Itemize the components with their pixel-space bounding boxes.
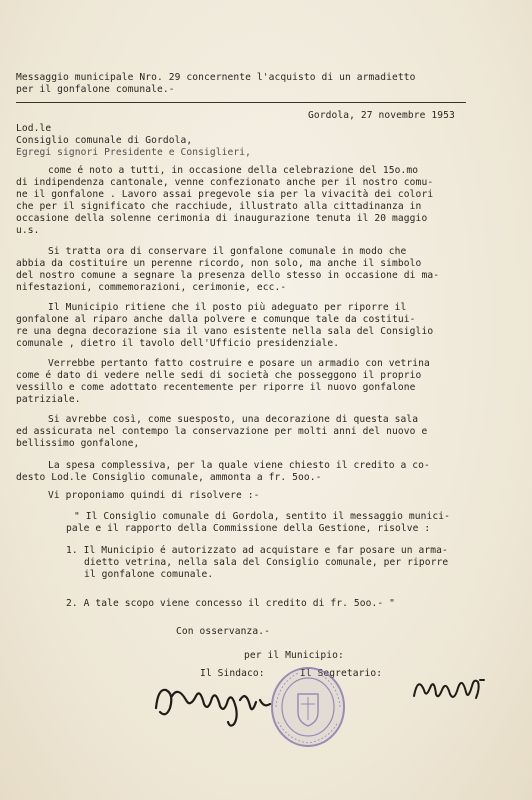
salutation-line-2: Consiglio comunale di Gordola, <box>16 135 193 146</box>
paragraph-line: nifestazioni, commemorazioni, cerimonie, ecc.- <box>16 282 287 293</box>
closing-regards: Con osservanza.- <box>176 626 271 637</box>
resolution-intro: pale e il rapporto della Commissione della Gestione, risolve : <box>66 523 431 534</box>
paragraph-line: re una degna decorazione sia il vano esistente nella sala del Consiglio <box>16 326 434 337</box>
paragraph-line: La spesa complessiva, per la quale viene chiesto il credito a co- <box>48 460 430 471</box>
salutation-line-1: Lod.le <box>16 123 52 134</box>
paragraph-line: di indipendenza cantonale, venne confezionato anche per il nostro comu- <box>16 177 434 188</box>
paragraph-line: vessillo e come adottato recentemente per riporre il nuovo gonfalone <box>16 382 416 393</box>
paragraph-line: come é noto a tutti, in occasione della celebrazione del 15o.mo <box>48 165 419 176</box>
paragraph-line: gonfalone al riparo anche dalla polvere e comunque tale da costitui- <box>16 314 416 325</box>
document-title-line-1: Messaggio municipale Nro. 29 concernente l'acquisto di un armadietto <box>16 72 416 83</box>
document-title-line-2: per il gonfalone comunale.- <box>16 84 175 95</box>
paragraph-line: Si avrebbe così, come suesposto, una decorazione di questa sala <box>48 414 419 425</box>
paragraph-line: ne il gonfalone . Lavoro assai pregevole sia per la vivacità dei colori <box>16 189 434 200</box>
paragraph-line: Vi proponiamo quindi di risolvere :- <box>48 490 260 501</box>
paragraph-line: Si tratta ora di conservare il gonfalone comunale in modo che <box>48 246 407 257</box>
signature-secretary <box>410 668 490 708</box>
paragraph-line: occasione della solenne cerimonia di inaugurazione tenuta il 20 maggio <box>16 213 428 224</box>
salutation-line-3: Egregi signori Presidente e Consiglieri, <box>16 147 252 158</box>
title-divider <box>16 102 466 103</box>
paragraph-line: abbia da costituire un perenne ricordo, non solo, ma anche il simbolo <box>16 258 422 269</box>
paragraph-line: patriziale. <box>16 394 81 405</box>
paragraph-line: che per il significato che racchiude, illustrato alla cittadinanza in <box>16 201 422 212</box>
resolution-item-1: 1. Il Municipio é autorizzato ad acquistare e far posare un arma- <box>66 545 448 556</box>
closing-for-municipio: per il Municipio: <box>244 650 344 661</box>
dateline: Gordola, 27 novembre 1953 <box>308 110 455 121</box>
resolution-intro: " Il Consiglio comunale di Gordola, sentito il messaggio munici- <box>74 511 451 522</box>
paragraph-line: ed assicurata nel contempo la conservazione per molti anni del nuovo e <box>16 426 428 437</box>
resolution-item-1: dietto vetrina, nella sala del Consiglio comunale, per riporre <box>84 557 449 568</box>
paragraph-line: comunale , dietro il tavolo dell'Ufficio presidenziale. <box>16 338 340 349</box>
paragraph-line: desto Lod.le Consiglio comunale, ammonta a fr. 5oo.- <box>16 472 322 483</box>
paragraph-line: Il Municipio ritiene che il posto più adeguato per riporre il <box>48 302 407 313</box>
resolution-item-2: 2. A tale scopo viene concesso il credito di fr. 5oo.- " <box>66 598 396 609</box>
paragraph-line: Verrebbe pertanto fatto costruire e posare un armadio con vetrina <box>48 358 430 369</box>
closing-signatories: Il Sindaco: Il Segretario: <box>200 668 383 679</box>
paragraph-line: come é dato di vedere nelle sedi di società che posseggono il proprio <box>16 370 422 381</box>
paragraph-line: bellissimo gonfalone, <box>16 438 140 449</box>
resolution-item-1: il gonfalone comunale. <box>84 569 214 580</box>
signature-mayor <box>152 678 282 728</box>
paragraph-line: del nostro comune a segnare la presenza dello stesso in occasione di ma- <box>16 270 440 281</box>
paragraph-line: u.s. <box>16 225 40 236</box>
